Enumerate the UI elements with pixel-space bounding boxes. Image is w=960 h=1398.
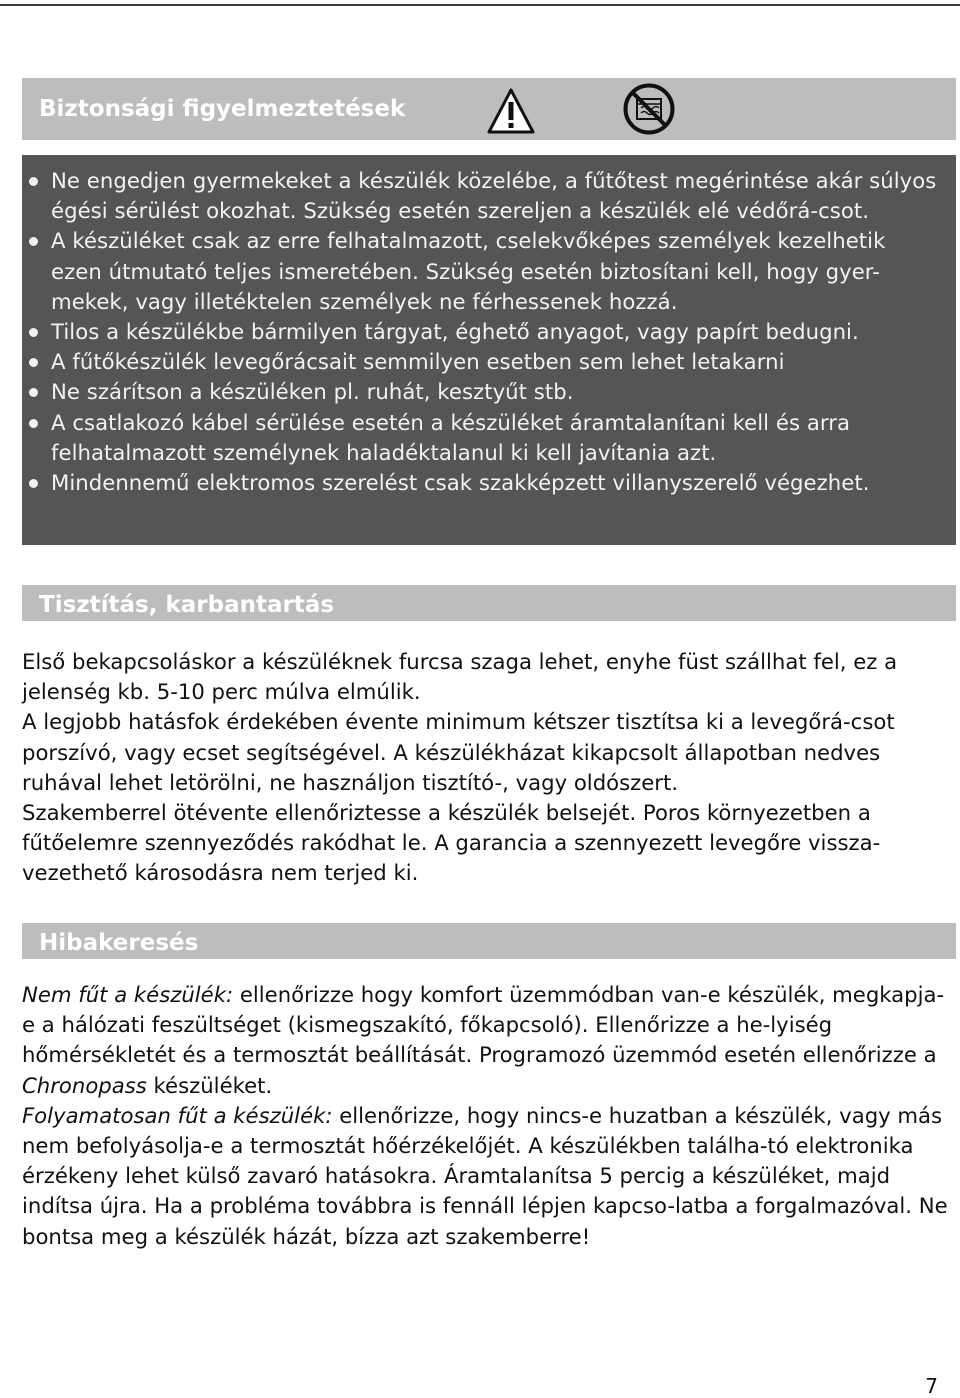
troubleshooting-section-header — [22, 923, 956, 959]
no-cover-icon — [622, 82, 676, 136]
list-item: Ne szárítson a készüléken pl. ruhát, kesztyűt stb. — [22, 377, 956, 407]
paragraph: Szakemberrel ötévente ellenőriztesse a készülék belsejét. Poros környezetben a fűtőelemre szennyeződés rakódhat le. A garancia a szennyezett levegőre vissza-vezethető károsodásra nem terjed ki. — [22, 800, 881, 886]
bullet-icon — [29, 177, 38, 186]
list-item: A fűtőkészülék levegőrácsait semmilyen esetben sem lehet letakarni — [22, 347, 956, 377]
bullet-icon — [29, 388, 38, 397]
bullet-icon — [29, 237, 38, 246]
warning-triangle-icon — [487, 87, 535, 135]
paragraph: Első bekapcsoláskor a készüléknek furcsa szaga lehet, enyhe füst szállhat fel, ez a jelenség kb. 5-10 perc múlva elmúlik. — [22, 649, 898, 705]
paragraph: Folyamatosan fűt a készülék: ellenőrizze, hogy nincs-e huzatban a készülék, vagy más nem befolyásolja-e a termosztát hőérzékelőjét. A készülékben találha-tó elektronika érzékeny lehet külső zavaró hatásokra. Áramtalanítsa 5 percig a készüléket, majd indítsa újra. Ha a probléma továbbra is fennáll lépjen kapcso-latba a forgalmazóval. Ne bontsa meg a készülék házát, bízza azt szakemberre! — [22, 1102, 948, 1249]
list-item: A készüléket csak az erre felhatalmazott, cselekvőképes személyek kezelhetik ezen útmutató teljes ismeretében. Szükség esetén biztosítani kell, hogy gyer-mekek, vagy illetéktelen személyek ne férhessenek hozzá. — [22, 226, 956, 317]
cleaning-text — [22, 647, 956, 889]
list-item: Ne engedjen gyermekeket a készülék közelébe, a fűtőtest megérintése akár súlyos égési sérülést okozhat. Szükség esetén szereljen a készülék elé védőrá-csot. — [22, 166, 956, 226]
bullet-icon — [29, 419, 38, 428]
case-label: Nem fűt a készülék: — [22, 982, 234, 1007]
list-item: Tilos a készülékbe bármilyen tárgyat, éghető anyagot, vagy papírt bedugni. — [22, 317, 956, 347]
bullet-icon — [29, 328, 38, 337]
top-rule — [0, 4, 960, 6]
bullet-icon — [29, 479, 38, 488]
case-label: Folyamatosan fűt a készülék: — [22, 1102, 333, 1128]
cleaning-section-title: Tisztítás, karbantartás — [39, 592, 335, 618]
cleaning-section-header — [22, 585, 956, 621]
paragraph: A legjobb hatásfok érdekében évente minimum kétszer tisztítsa ki a levegőrá-csot porszívó, vagy ecset segítségével. A készülékházat kikapcsolt állapotban nedves ruhával lehet letörölni, ne használjon tisztító-, vagy oldószert. — [22, 709, 895, 795]
list-item: A csatlakozó kábel sérülése esetén a készüléket áramtalanítani kell és arra felhatalmazott személynek haladéktalanul ki kell javítania azt. — [22, 408, 956, 468]
paragraph: Nem fűt a készülék: ellenőrizze hogy komfort üzemmódban van-e készülék, megkapja-e a hálózati feszültséget (kismegszakító, főkapcsoló). Ellenőrizze a he-lyiség hőmérsékletét és a termosztát beállítását. Programozó üzemmód esetén ellenőrizze a Chronopass készüléket. — [22, 982, 945, 1098]
safety-warnings-list — [22, 155, 956, 498]
product-name: Chronopass — [22, 1072, 147, 1098]
bullet-icon — [29, 358, 38, 367]
troubleshooting-section-title: Hibakeresés — [39, 930, 199, 956]
troubleshooting-text — [22, 980, 956, 1252]
list-item: Mindennemű elektromos szerelést csak szakképzett villanyszerelő végezhet. — [22, 468, 956, 498]
page-number: 7 — [925, 1374, 938, 1398]
safety-warnings-box — [22, 155, 956, 545]
safety-section-title: Biztonsági figyelmeztetések — [39, 96, 406, 122]
